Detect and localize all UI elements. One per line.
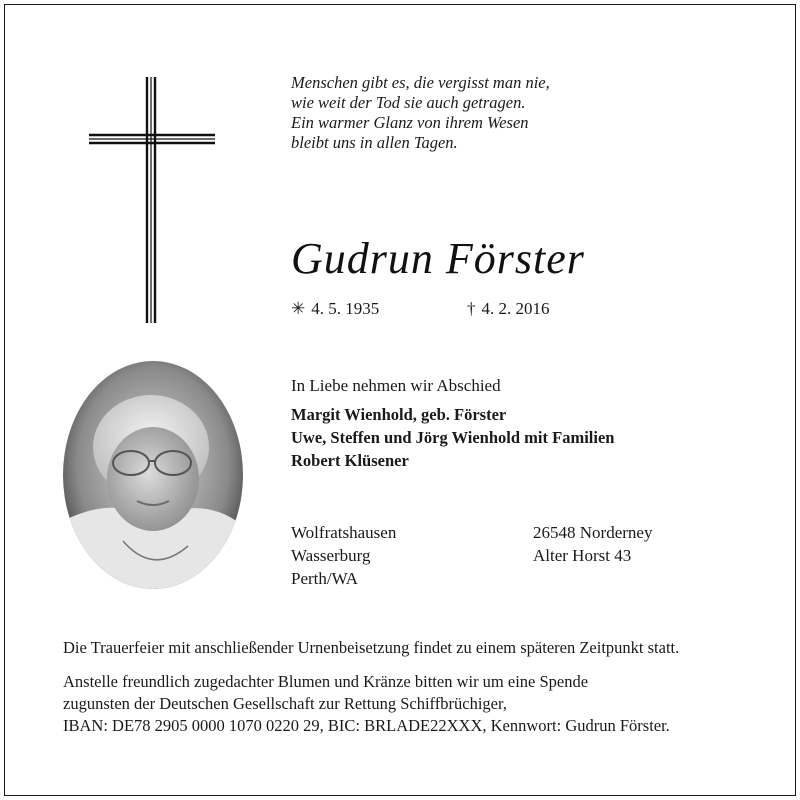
cross-icon — [89, 77, 215, 323]
birth-star-icon: ✳ — [291, 299, 306, 318]
mourner-name: Uwe, Steffen und Jörg Wienhold mit Familien — [291, 428, 615, 447]
deceased-name: Gudrun Förster — [291, 234, 585, 283]
donation-line: Anstelle freundlich zugedachter Blumen und Kränze bitten wir um eine Spende — [63, 672, 589, 691]
address-line: Alter Horst 43 — [533, 546, 632, 565]
birth-date — [291, 299, 379, 319]
death-date-value: 4. 2. 2016 — [481, 299, 550, 318]
obituary-notice — [4, 4, 796, 796]
birth-date-value: 4. 5. 1935 — [311, 299, 380, 318]
poem-line: bleibt uns in allen Tagen. — [291, 133, 458, 152]
ceremony-text: Die Trauerfeier mit anschließender Urnenbeisetzung findet zu einem späteren Zeitpunkt statt. — [63, 638, 680, 657]
mourner-name: Margit Wienhold, geb. Förster — [291, 405, 507, 424]
donation-line: zugunsten der Deutschen Gesellschaft zur Rettung Schiffbrüchiger, — [63, 694, 507, 713]
place: Perth/WA — [291, 569, 359, 588]
poem-line: Menschen gibt es, die vergisst man nie, — [291, 73, 550, 92]
mourner-name: Robert Klüsener — [291, 451, 409, 470]
portrait-photo — [63, 361, 243, 589]
memorial-poem — [291, 73, 711, 153]
death-cross-icon: † — [467, 299, 476, 318]
places-list — [291, 521, 396, 590]
contact-address — [533, 521, 652, 567]
ceremony-notice — [63, 637, 763, 659]
death-date — [467, 299, 550, 319]
donation-notice — [63, 671, 763, 737]
donation-line: IBAN: DE78 2905 0000 1070 0220 29, BIC: BRLADE22XXX, Kennwort: Gudrun Förster. — [63, 716, 670, 735]
place: Wasserburg — [291, 546, 371, 565]
place: Wolfratshausen — [291, 523, 397, 542]
farewell-intro: In Liebe nehmen wir Abschied — [291, 376, 501, 395]
mourners — [291, 375, 614, 472]
poem-line: Ein warmer Glanz von ihrem Wesen — [291, 113, 529, 132]
poem-line: wie weit der Tod sie auch getragen. — [291, 93, 526, 112]
address-line: 26548 Norderney — [533, 523, 653, 542]
